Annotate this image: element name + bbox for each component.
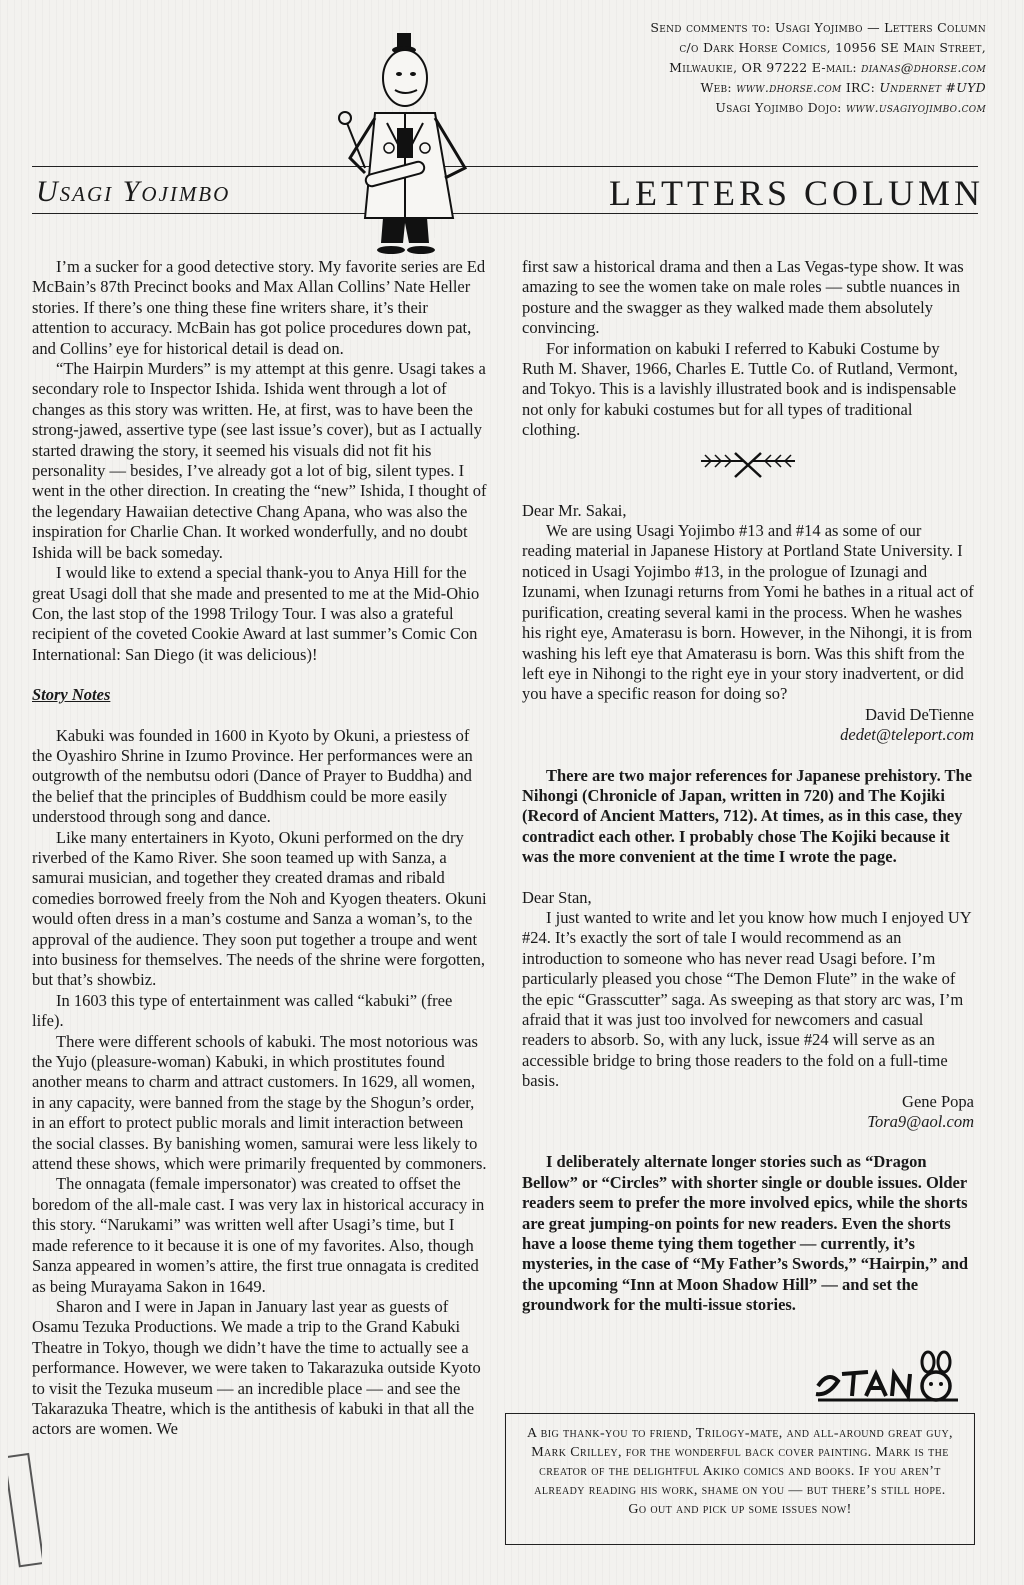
story-notes-paragraph: The onnagata (female impersonator) was created to offset the boredom of the all-male cast. I was very lax in historical accuracy in this story. “Narukami” was written well after Usagi’s time, but I made reference to it because it is one of my favorites. Also, though Sanza appeared in women’s attire, the first true onnagata is credited as being Murayama Sakon in 1649.: [32, 1174, 485, 1296]
editorial-paragraph: I would like to extend a special thank-you to Anya Hill for the great Usagi doll that she made and presented to me at the Mid-Ohio Con, the last stop of the 1998 Trilogy Tour. I was also a grateful recipient of the coveted Cookie Award at last summer’s Comic Con International: San Diego (it was delicious)!: [32, 563, 480, 664]
left-column: [32, 257, 487, 1440]
editorial-paragraph: “The Hairpin Murders” is my attempt at this genre. Usagi takes a secondary role to Inspector Ishida. Ishida went through a lot of changes as this story was written. He, at first, was to have been the strong-jawed, assertive type (see last issue’s cover), but as I actually started drawing the story, it seemed his visuals did not fit his personality — besides, I’ve already got a lot of big, silent types. I went in the other direction. In creating the “new” Ishida, I thought of the legendary Hawaiian detective Chang Apana, who was also the inspiration for Charlie Chan. It worked wonderfully, and no doubt Ishida will be back someday.: [32, 359, 487, 562]
contact-line: Usagi Yojimbo Dojo: www.usagiyojimbo.com: [715, 100, 986, 115]
story-notes-paragraph: first saw a historical drama and then a Las Vegas-type show. It was amazing to see the women take on male roles — subtle nuances in posture and the swagger as they walked made them absolutely convincing.: [522, 257, 964, 338]
letter-author: Gene Popa: [902, 1091, 974, 1111]
dojo-link[interactable]: www.usagiyojimbo.com: [845, 100, 986, 115]
web-link[interactable]: www.dhorse.com: [736, 80, 842, 95]
contact-line: Send comments to: Usagi Yojimbo — Letters Column: [650, 20, 986, 35]
page-title: LETTERS COLUMN: [609, 173, 984, 213]
story-notes-paragraph: For information on kabuki I referred to Kabuki Costume by Ruth M. Shaver, 1966, Charles E. Tuttle Co. of Rutland, Vermont, and Tokyo. This is a lavishly illustrated book and is indispensable not only for kabuki costumes but for all types of traditional clothing.: [522, 338, 958, 440]
letter-author-email[interactable]: Tora9@aol.com: [867, 1112, 974, 1132]
story-notes-paragraph: There were different schools of kabuki. The most notorious was the Yujo (pleasure-woman) Kabuki, in which prostitutes found another means to charm and attract customers. In 1629, all women, in any capacity, were banned from the stage by the Shogun’s order, in an effort to protect public morals and limit interaction between the social classes. By banishing women, samurai were less likely to attend these shows, which were primarily frequented by commoners.: [32, 1031, 487, 1174]
watermark-stamp-icon: [8, 1445, 42, 1575]
letter-body: I just wanted to write and let you know how much I enjoyed UY #24. It’s exactly the sort of tale I would recommend as an introduction to someone who has never read Usagi before. I’m particularly pleased you chose “The Demon Flute” in the wake of the epic “Grasscutter” saga. As sweeping as that story arc was, I’m afraid that it was just too involved for newcomers and casual readers to absorb. So, with any luck, issue #24 will serve as an accessible bridge to bring those readers to the fold on a full-time basis.: [522, 907, 972, 1091]
contact-line: Web: www.dhorse.com IRC: Undernet #UYD: [700, 80, 986, 95]
contact-line: c/o Dark Horse Comics, 10956 SE Main Street,: [679, 40, 986, 55]
story-notes-paragraph: Like many entertainers in Kyoto, Okuni performed on the dry riverbed of the Kamo River. She soon teamed up with Sanza, a samurai musician, and together they created dramas and ribald comedies borrowed freely from the Noh and Kyogen theaters. Okuni would often dress in a man’s costume and Sanza a woman’s, to the approval of the audience. They soon put together a troupe and went into business for themselves. The needs of the shrine were forgotten, but that’s showbiz.: [32, 827, 487, 990]
editor-reply: I deliberately alternate longer stories such as “Dragon Bellow” or “Circles” with shorter single or double issues. Older readers seem to prefer the more involved epics, while the shorts are great jumping-on points for new readers. Even the shorts have a loose theme tying them together — currently, it’s mysteries, in the case of “My Father’s Swords,” “Hairpin,” and the upcoming “Inn at Moon Shadow Hill” — and set the groundwork for the multi-issue stories.: [522, 1152, 969, 1315]
contact-block: [526, 18, 986, 118]
story-notes-paragraph: Sharon and I were in Japan in January last year as guests of Osamu Tezuka Productions. We made a trip to the Grand Kabuki Theatre in Tokyo, though we didn’t have the time to actually see a performance. However, we were taken to Takarazuka outside Kyoto to visit the Tezuka museum — an incredible place — and see the Takarazuka Theatre, which is the antithesis of kabuki in that all the actors are women. We: [32, 1296, 481, 1439]
email-link[interactable]: dianas@dhorse.com: [861, 60, 986, 75]
right-column: [522, 257, 974, 1316]
story-notes-paragraph: In 1603 this type of entertainment was called “kabuki” (free life).: [32, 990, 453, 1031]
irc-channel: Undernet #UYD: [879, 80, 986, 95]
ornament-divider-icon: [693, 449, 803, 483]
inspector-mascot-illustration: [325, 28, 495, 268]
story-notes-paragraph: Kabuki was founded in 1600 in Kyoto by Okuni, a priestess of the Oyashiro Shrine in Izumo Province. Her performances were an outgrowth of the nembutsu odori (Dance of Prayer to Buddha) and the belief that the principles of Buddhism could be more easily understood through song and dance.: [32, 725, 473, 827]
header-rule-top: [32, 166, 978, 167]
editorial-paragraph: I’m a sucker for a good detective story. My favorite series are Ed McBain’s 87th Precinct books and Max Allan Collins’ Nate Heller stories. If there’s one thing these fine writers share, it’s their attention to accuracy. McBain has got police procedures down pat, and Collins’ eye for historical detail is dead on.: [32, 257, 486, 358]
story-notes-heading: Story Notes: [32, 685, 111, 705]
letter-body: We are using Usagi Yojimbo #13 and #14 as some of our reading material in Japanese History at Portland State University. I noticed in Usagi Yojimbo #13, in the prologue of Izunagi and Izunami, when Izunagi returns from Yomi he bathes in a ritual act of purification, creating several kami in the process. When he washes his right eye, Amaterasu is born. However, in the Nihongi, it is from washing his left eye that Amaterasu is born. Was this shift from the left eye in Nihongi to the right eye in your story inadvertent, or did you have a specific reason for doing so?: [522, 521, 974, 704]
series-title: Usagi Yojimbo: [36, 175, 231, 208]
letter-author: David DeTienne: [865, 704, 974, 724]
letter-salutation: Dear Stan,: [522, 887, 592, 907]
thank-you-box: A big thank-you to friend, Trilogy-mate, and all-around great guy, Mark Crilley, for the wonderful back cover painting. Mark is the creator of the delightful Akiko comics and books. If you aren’t already reading his work, shame on you — but there’s still hope. Go out and pick up some issues now!: [505, 1413, 975, 1545]
contact-line: Milwaukie, OR 97222 E-mail: dianas@dhorse.com: [669, 60, 986, 75]
editor-reply: There are two major references for Japanese prehistory. The Nihongi (Chronicle of Japan, written in 720) and The Kojiki (Record of Ancient Matters, 712). At times, as in this case, they contradict each other. I probably chose The Kojiki because it was the more convenient at the time I wrote the page.: [522, 765, 973, 867]
stan-signature-icon: [808, 1346, 968, 1406]
letter-author-email[interactable]: dedet@teleport.com: [840, 725, 974, 745]
letter-salutation: Dear Mr. Sakai,: [522, 500, 627, 520]
